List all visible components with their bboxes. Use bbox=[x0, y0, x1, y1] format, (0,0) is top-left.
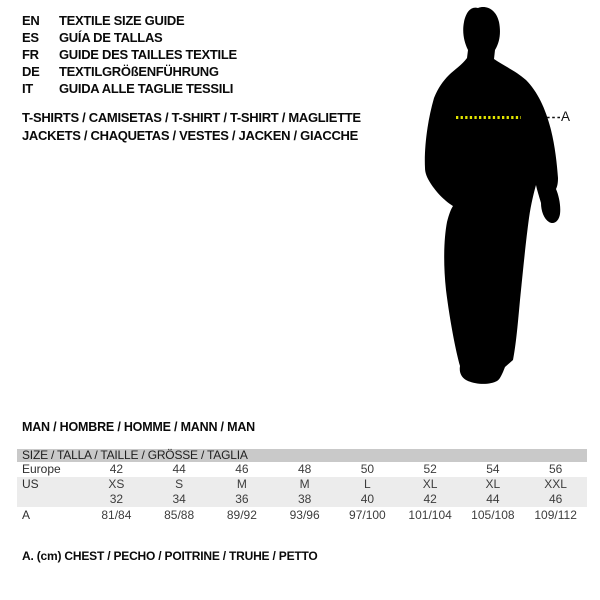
man-silhouette-figure bbox=[400, 0, 600, 400]
table-cell: L bbox=[364, 477, 371, 491]
table-cell: 89/92 bbox=[226, 508, 257, 522]
measurement-footnote: A. (cm) CHEST / PECHO / POITRINE / TRUHE / PETTO bbox=[22, 549, 318, 563]
table-cell: XL bbox=[485, 477, 501, 491]
language-row bbox=[22, 63, 237, 80]
table-cell: 81/84 bbox=[101, 508, 132, 522]
language-row bbox=[22, 29, 237, 46]
language-label: GUIDE DES TAILLES TEXTILE bbox=[59, 47, 237, 62]
language-row bbox=[22, 12, 237, 29]
table-row bbox=[17, 462, 587, 477]
language-code: IT bbox=[22, 81, 33, 96]
language-label: TEXTILE SIZE GUIDE bbox=[59, 13, 185, 28]
language-label: GUIDA ALLE TAGLIE TESSILI bbox=[59, 81, 234, 96]
table-cell: 97/100 bbox=[349, 508, 386, 522]
language-row bbox=[22, 46, 237, 63]
table-cell: 40 bbox=[360, 492, 375, 506]
measure-marker-label: A bbox=[561, 109, 571, 124]
garment-line-tshirts: T-SHIRTS / CAMISETAS / T-SHIRT / T-SHIRT / MAGLIETTE bbox=[22, 110, 361, 125]
table-cell: XXL bbox=[544, 477, 567, 491]
table-cell: XL bbox=[422, 477, 438, 491]
table-cell: 85/88 bbox=[164, 508, 195, 522]
language-code: FR bbox=[22, 47, 39, 62]
language-label: TEXTILGRÖßENFÜHRUNG bbox=[59, 64, 219, 79]
table-cell: 50 bbox=[360, 462, 375, 476]
table-cell: 46 bbox=[548, 492, 563, 506]
garment-categories bbox=[22, 109, 361, 144]
table-cell: 44 bbox=[172, 462, 186, 476]
table-cell: 46 bbox=[235, 462, 249, 476]
table-cell: 105/108 bbox=[471, 508, 515, 522]
table-cell: 34 bbox=[172, 492, 186, 506]
table-cell: 44 bbox=[486, 492, 500, 506]
table-cell: 42 bbox=[109, 462, 124, 476]
language-code: ES bbox=[22, 30, 39, 45]
table-cell: 54 bbox=[486, 462, 500, 476]
table-cell: 38 bbox=[297, 492, 312, 506]
table-cell: 32 bbox=[109, 492, 124, 506]
table-row-label: US bbox=[22, 477, 39, 491]
language-label: GUÍA DE TALLAS bbox=[59, 30, 163, 45]
language-code: DE bbox=[22, 64, 40, 79]
table-cell: XS bbox=[108, 477, 125, 491]
table-cell: M bbox=[236, 477, 247, 491]
table-cell: 93/96 bbox=[289, 508, 320, 522]
table-row-label bbox=[17, 492, 85, 507]
garment-line-jackets: JACKETS / CHAQUETAS / VESTES / JACKEN / GIACCHE bbox=[22, 127, 358, 143]
table-cell: S bbox=[175, 477, 184, 491]
language-row bbox=[22, 80, 237, 97]
table-cell: 48 bbox=[297, 462, 312, 476]
size-table-header: SIZE / TALLA / TAILLE / GRÖSSE / TAGLIA bbox=[17, 449, 587, 462]
size-table-body bbox=[17, 462, 587, 523]
language-list bbox=[22, 12, 237, 97]
table-cell: 101/104 bbox=[408, 508, 452, 522]
language-code: EN bbox=[22, 13, 40, 28]
table-cell: 56 bbox=[548, 462, 563, 476]
table-row bbox=[17, 507, 587, 523]
table-cell: 52 bbox=[423, 462, 437, 476]
table-row-label: Europe bbox=[22, 462, 61, 476]
section-title-man: MAN / HOMBRE / HOMME / MANN / MAN bbox=[22, 420, 255, 434]
table-cell: 42 bbox=[423, 492, 437, 506]
table-row bbox=[17, 477, 587, 492]
man-silhouette-svg bbox=[400, 0, 600, 400]
table-cell: 109/112 bbox=[534, 508, 577, 522]
table-row bbox=[17, 492, 587, 507]
table-cell: 36 bbox=[235, 492, 249, 506]
size-table bbox=[17, 449, 587, 523]
table-cell: M bbox=[299, 477, 310, 491]
man-silhouette-shape bbox=[425, 7, 560, 384]
table-row-label: A bbox=[22, 508, 31, 522]
